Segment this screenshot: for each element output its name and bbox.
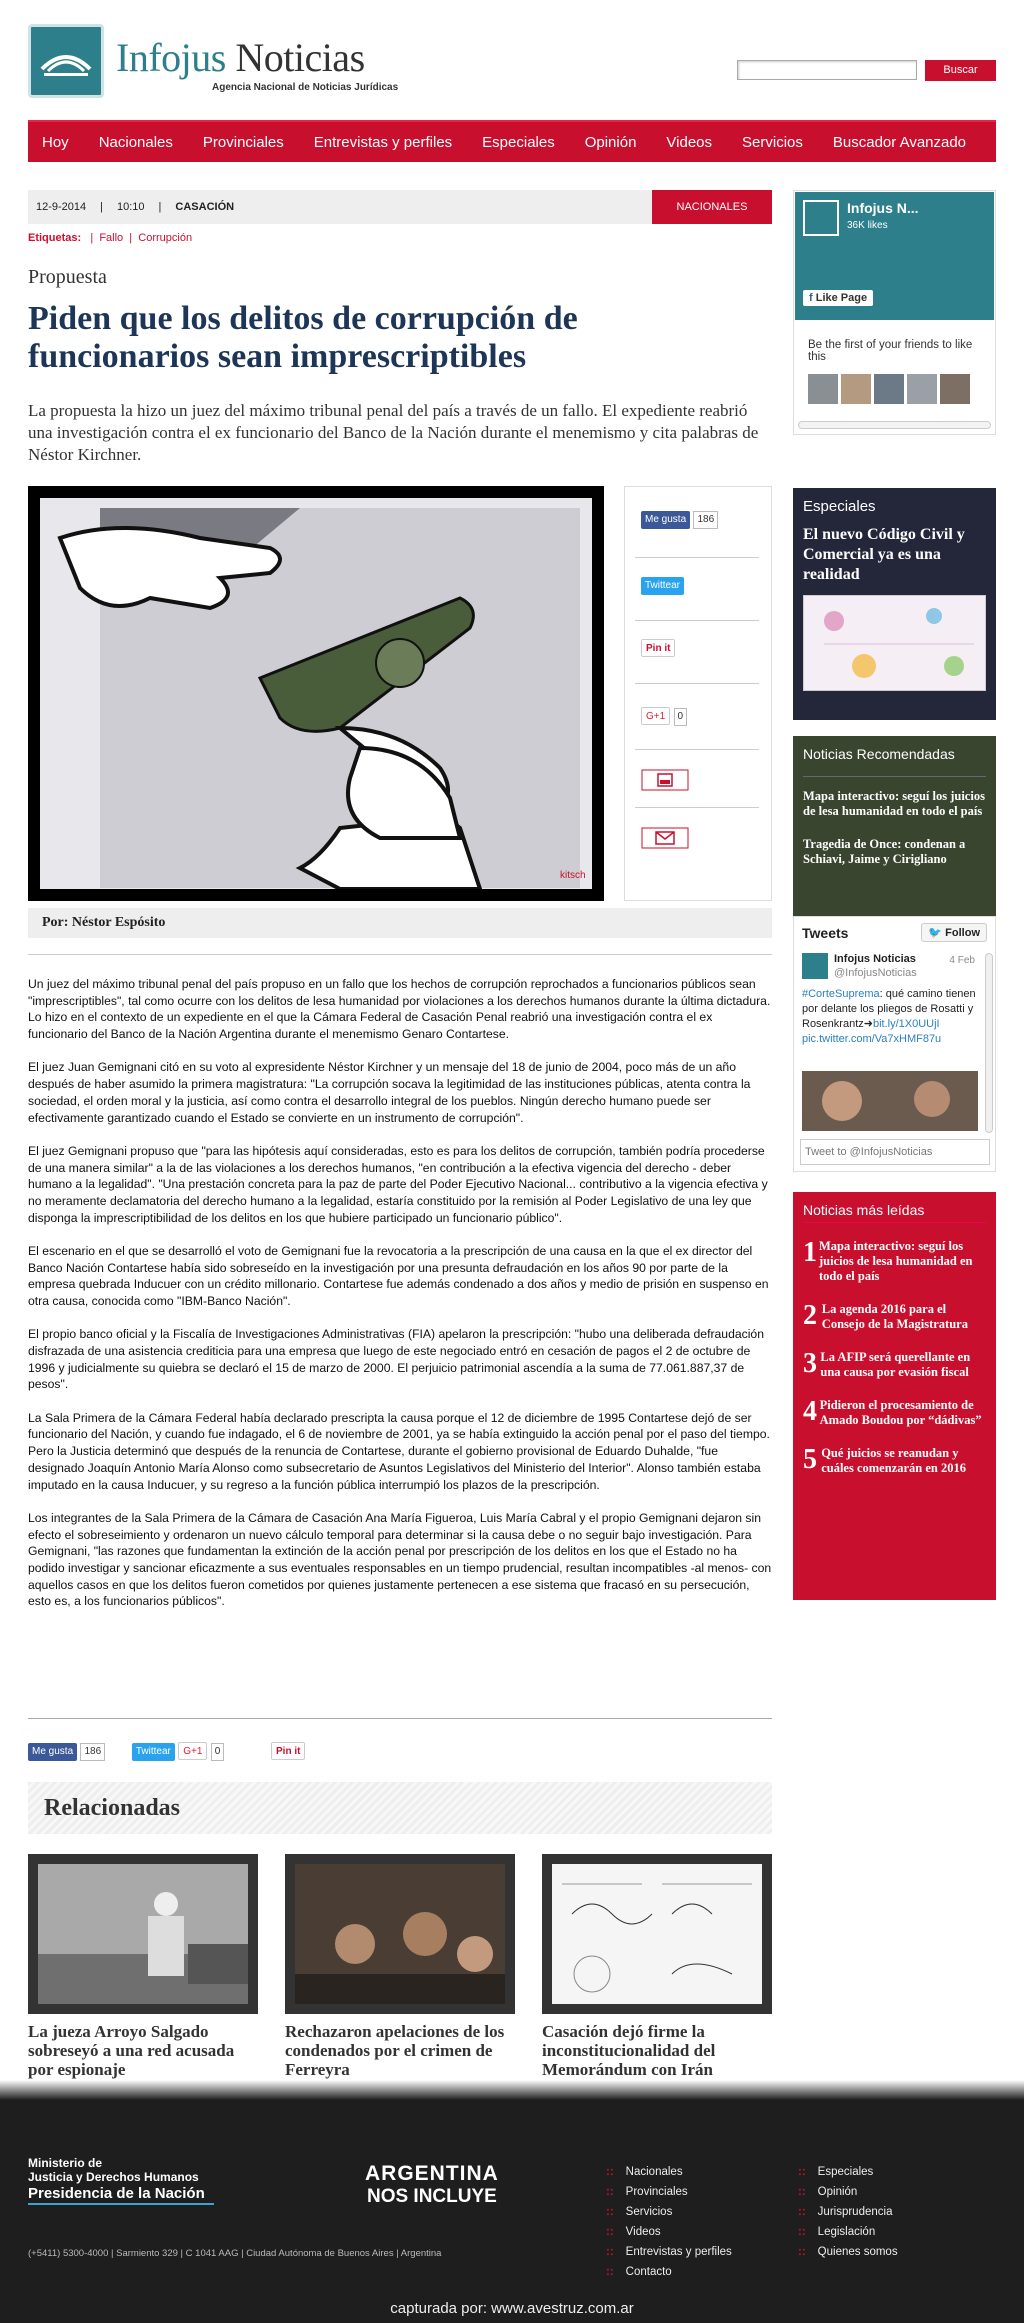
article-body: [28, 976, 772, 1627]
related-item[interactable]: [542, 1854, 772, 2079]
print-icon[interactable]: [641, 769, 689, 794]
fb-widget-scrollbar[interactable]: [798, 421, 991, 429]
search-button[interactable]: Buscar: [925, 60, 996, 81]
tag-link[interactable]: Corrupción: [138, 232, 193, 244]
recomendadas-heading: Noticias Recomendadas: [803, 746, 955, 762]
nav-especiales[interactable]: Especiales: [482, 133, 555, 151]
article-time: 10:10: [117, 201, 145, 213]
mas-leidas-item[interactable]: 3 La AFIP será querellante en una causa por evasión fiscal: [803, 1348, 971, 1379]
divider: [28, 954, 772, 955]
gplus-count: 0: [211, 1743, 225, 1761]
fb-like-count: 186: [80, 1743, 105, 1761]
footer-address: (+5411) 5300-4000 | Sarmiento 329 | C 1041 AAG | Ciudad Autónoma de Buenos Aires | Argentina: [28, 2248, 442, 2259]
related-title[interactable]: Casación dejó firme la inconstitucionalidad del Memorándum con Irán: [542, 2022, 716, 2079]
related-title[interactable]: La jueza Arroyo Salgado sobreseyó a una red acusada por espionaje: [28, 2022, 235, 2079]
capture-credit: capturada por: www.avestruz.com.ar: [390, 2300, 634, 2317]
article-date: 12-9-2014: [36, 201, 87, 213]
share-column: [624, 486, 772, 901]
bottom-share-bar: [28, 1742, 772, 1766]
especiales-heading: Especiales: [803, 498, 876, 515]
image-credit: kitsch: [560, 870, 586, 881]
ministry-logo[interactable]: Ministerio de Justicia y Derechos Humanos Presidencia de la Nación: [28, 2156, 214, 2205]
article-kicker: Propuesta: [28, 266, 107, 288]
brand-title[interactable]: Infojus Noticias: [116, 35, 365, 80]
recomendadas-box: [793, 736, 996, 924]
gloves-money-illustration: [40, 498, 592, 889]
footer-shadow: [0, 2080, 1024, 2100]
footer-link[interactable]: :: Provinciales: [606, 2182, 732, 2202]
nav-hoy[interactable]: Hoy: [42, 133, 69, 151]
fb-like-page-button[interactable]: f Like Page: [803, 290, 873, 306]
argentina-slogan: ARGENTINA NOS INCLUYE: [365, 2162, 499, 2207]
pinit-button[interactable]: Pin it: [641, 639, 675, 657]
nav-buscador[interactable]: Buscador Avanzado: [832, 133, 967, 151]
footer-link[interactable]: :: Nacionales: [606, 2162, 732, 2182]
tags-label: Etiquetas:: [28, 232, 82, 244]
fb-like-widget[interactable]: [641, 511, 718, 529]
related-photo[interactable]: [542, 1854, 772, 2014]
nav-provinciales[interactable]: Provinciales: [202, 133, 284, 151]
infojus-logo-icon[interactable]: [28, 24, 104, 98]
nav-servicios[interactable]: Servicios: [742, 133, 803, 151]
site-header: [0, 0, 1024, 118]
body-paragraph: El escenario en el que se desarrolló el voto de Gemignani fue la revocatoria a la prescripción de una causa en la que el ex director del Banco Nación Contartese había sido sobreseído en la investigación por una presunta defraudación en los años 90 por parte de la empresa quebrada Inducuer con un crédito millonario. Contartese fue además condenado a dos años y medio de prisión en suspenso en otra causa, conocida como "IBM-Banco Nación".: [28, 1243, 769, 1309]
nav-entrevistas[interactable]: Entrevistas y perfiles: [313, 133, 453, 151]
footer-link[interactable]: :: Contacto: [606, 2262, 732, 2282]
category-badge[interactable]: NACIONALES: [652, 190, 772, 224]
mas-leidas-item[interactable]: 5 Qué juicios se reanudan y cuáles comenzarán en 2016: [803, 1444, 966, 1475]
fb-friends-text: Be the first of your friends to like this: [808, 339, 973, 363]
body-paragraph: El juez Juan Gemignani citó en su voto al expresidente Néstor Kirchner y un mensaje del 18 de junio de 2004, poco más de un año después de haber asumido la primera magistratura: "La corrupción socava la legitimidad de las instituciones públicas, atenta contra la sociedad, el orden moral y la justicia, así como contra el desarrollo integral de los pueblos. Ningún derecho humano puede ser efectivamente garantizado cuando el Estado se convierte en un instrumento de corrupción".: [28, 1060, 751, 1125]
footer-links-col2: [798, 2162, 898, 2262]
especiales-title[interactable]: El nuevo Código Civil y Comercial ya es una realidad: [803, 526, 965, 583]
tweet-handle[interactable]: @InfojusNoticias: [834, 967, 917, 979]
tweets-heading: Tweets: [802, 925, 849, 941]
main-nav: [28, 120, 996, 162]
footer-link[interactable]: :: Jurisprudencia: [798, 2202, 898, 2222]
body-paragraph: La Sala Primera de la Cámara Federal había declarado prescripta la causa porque el 12 de diciembre de 1995 Contartese dejó de ser funcionario del Nación, y cuando fue indagado, el 6 de noviembre de 2001, ya se había extinguido la acción penal por el paso del tiempo. Pero la Justicia determinó que después de la renuncia de Contartese, durante el gobierno provisional de Eduardo Duhalde, "fue designado Joaquín Antonio María Alonso como subsecretario de Asuntos Legislativos del Ministerio del Interior". Alonso también estaba imputado en la causa Inducuer, y su regreso a la función pública interrumpió los plazos de la prescripción.: [28, 1410, 770, 1492]
tweet-link[interactable]: pic.twitter.com/Va7xHMF87u: [802, 1033, 942, 1045]
fb-cover: [795, 192, 994, 320]
recomendada-link[interactable]: Mapa interactivo: seguí los juicios de lesa humanidad en todo el país: [803, 789, 985, 818]
article-lead: La propuesta la hizo un juez del máximo tribunal penal del país a través de un fallo. El expediente reabrió una investigación contra el ex funcionario del Banco de la Nación durante el menemismo y cita palabras de Néstor Kirchner.: [28, 401, 759, 464]
especiales-image[interactable]: [803, 595, 986, 691]
tweet-text: #CorteSuprema: qué camino tienen por delante los pliegos de Rosatti y Rosenkrantz➜bit.ly/1X0UUjI pic.twitter.com/Va7xHMF87u: [802, 988, 976, 1045]
twitter-timeline-widget: [793, 916, 996, 1172]
tweet-link[interactable]: bit.ly/1X0UUjI: [872, 1018, 940, 1030]
mas-leidas-item[interactable]: 4 Pidieron el procesamiento de Amado Boudou por “dádivas”: [803, 1396, 982, 1427]
gplus-button[interactable]: G+1: [641, 707, 670, 725]
fb-friend-avatars: [808, 374, 970, 404]
related-title[interactable]: Rechazaron apelaciones de los condenados por el crimen de Ferreyra: [285, 2022, 505, 2079]
nav-nacionales[interactable]: Nacionales: [98, 133, 173, 151]
tweets-scrollbar[interactable]: [985, 953, 993, 1133]
article-illustration[interactable]: [28, 486, 604, 901]
tweet-author[interactable]: Infojus Noticias: [834, 953, 916, 965]
body-paragraph: Un juez del máximo tribunal penal del país propuso en un fallo que los hechos de corrupción reprochados a funcionarios públicos sean "imprescriptibles", tal como ocurre con los delitos de lesa humanidad por violaciones a los derechos humanos durante la última dictadura. Lo hizo en el contexto de un expediente en el que la Cámara Federal de Casación Penal reabrió una investigación contra el ex funcionario del Banco de la Nación Argentina durante el menemismo Genaro Contartese.: [28, 977, 771, 1042]
related-photo[interactable]: [285, 1854, 515, 2014]
article-place: CASACIÓN: [175, 201, 235, 213]
tags-row: Etiquetas: | Fallo | Corrupción: [28, 232, 193, 244]
footer-link[interactable]: :: Servicios: [606, 2202, 732, 2222]
twitter-share-button[interactable]: Twittear: [641, 577, 684, 595]
related-item[interactable]: [28, 1854, 258, 2079]
footer-link[interactable]: :: Quienes somos: [798, 2242, 898, 2262]
gplus-button[interactable]: G+1: [178, 1742, 207, 1760]
footer-link[interactable]: :: Opinión: [798, 2182, 898, 2202]
fb-like-count: 186: [693, 511, 718, 529]
tweet-photo[interactable]: [802, 1071, 978, 1131]
fb-page-avatar: [803, 200, 839, 236]
site-footer: [0, 2100, 1024, 2323]
tweet-hashtag[interactable]: #CorteSuprema: [802, 988, 880, 1000]
footer-link[interactable]: :: Legislación: [798, 2222, 898, 2242]
recomendada-link[interactable]: Tragedia de Once: condenan a Schiavi, Jaime y Cirigliano: [803, 837, 966, 866]
article-byline: Por: Néstor Espósito: [28, 908, 772, 938]
email-icon[interactable]: [641, 827, 689, 852]
tweet-date[interactable]: 4 Feb: [949, 955, 975, 966]
search-input[interactable]: [737, 60, 917, 80]
pinit-button[interactable]: Pin it: [271, 1742, 305, 1760]
body-paragraph: El propio banco oficial y la Fiscalía de Investigaciones Administrativas (FIA) apelaron la prescripción: "hubo una deliberada defraudación disfrazada de una asistencia crediticia para una empresa que luego de este negociado entró en cesación de pagos el 2 de octubre de 1996 y judicialmente su quiebra se declaró el 15 de marzo de 2000. El perjuicio patrimonial ascendía a la suma de 77.061.887,37 de pesos".: [28, 1327, 764, 1392]
tag-link[interactable]: Fallo: [99, 232, 124, 244]
body-paragraph: Los integrantes de la Sala Primera de la Cámara de Casación Ana María Figueroa, Luis María Cabral y el propio Gemignani dejaron sin efecto el sobreseimiento y ordenaron un nuevo cálculo temporal para determinar si la causa debe o no seguir bajo investigación. Para Gemignani, "las razones que fundamentan la extinción de la acción penal por prescripción de los delitos en los que el Estado no ha podido investigar y sancionar eficazmente a sus eventuales responsables en un tiempo prudencial, resultan incompatibles -al menos- con aquellos casos en que los delitos fueron cometidos por quienes justamente pertenecen a ese sistema que fracasó en su persecución, esto es, a los funcionarios públicos".: [28, 1510, 772, 1609]
body-paragraph: El juez Gemignani propuso que "para las hipótesis aquí consideradas, esto es para los delitos de corrupción, también podría procederse de una manera similar" a la de las violaciones a los derechos humanos, "en contribución a la efectiva vigencia del derecho - deber humano a la legalidad". "Una prestación concreta para la paz de parte del Poder Ejecutivo Nacional... contributivo a la vigencia efectiva y no meramente declamatoria del derecho humano a la legalidad, estaría constituido por la remisión al Poder Legislativo de una ley que disponga la imprescriptibilidad de los delitos en los que hubiere participado un funcionario público".: [28, 1143, 768, 1225]
fb-page-name[interactable]: Infojus N...: [847, 200, 919, 216]
footer-link[interactable]: :: Especiales: [798, 2162, 898, 2182]
nav-videos[interactable]: Videos: [666, 133, 713, 151]
article-title: Piden que los delitos de corrupción de funcionarios sean imprescriptibles: [28, 300, 578, 375]
related-photo[interactable]: [28, 1854, 258, 2014]
footer-link[interactable]: :: Videos: [606, 2222, 732, 2242]
especiales-box[interactable]: [793, 488, 996, 720]
article-meta-bar: 12-9-2014 | 10:10 | CASACIÓN NACIONALES: [28, 190, 772, 224]
mas-leidas-box: [793, 1192, 996, 1600]
fb-like-button[interactable]: Me gusta: [28, 1743, 77, 1761]
twitter-follow-button[interactable]: 🐦 Follow: [921, 923, 987, 942]
twitter-share-button[interactable]: Twittear: [132, 1743, 175, 1761]
mas-leidas-heading: Noticias más leídas: [803, 1202, 925, 1218]
footer-links-col1: [606, 2162, 732, 2282]
footer-link[interactable]: :: Entrevistas y perfiles: [606, 2242, 732, 2262]
tweet-compose-field[interactable]: Tweet to @InfojusNoticias: [800, 1139, 990, 1165]
mas-leidas-item[interactable]: 2 La agenda 2016 para el Consejo de la Magistratura: [803, 1300, 968, 1331]
fb-likes: 36K likes: [847, 220, 888, 231]
related-item[interactable]: [285, 1854, 515, 2079]
gplus-count: 0: [674, 708, 688, 726]
mas-leidas-item[interactable]: 1 Mapa interactivo: seguí los juicios de lesa humanidad en todo el país: [803, 1237, 973, 1283]
nav-opinion[interactable]: Opinión: [584, 133, 637, 151]
fb-like-button[interactable]: Me gusta: [641, 511, 690, 529]
divider: [28, 1718, 772, 1719]
brand-subtitle: Agencia Nacional de Noticias Jurídicas: [212, 82, 399, 93]
facebook-page-widget: [793, 190, 996, 435]
related-heading: Relacionadas: [28, 1782, 772, 1834]
tweet-avatar[interactable]: [802, 953, 828, 979]
